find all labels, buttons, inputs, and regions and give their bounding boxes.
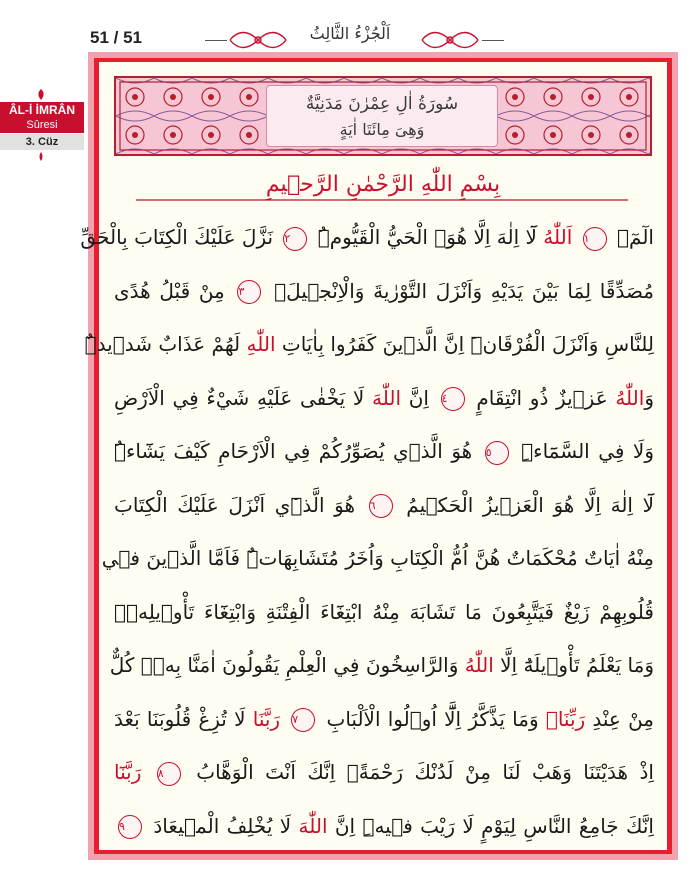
verse-text: قُلُوبِهِمْ زَيْغٌ فَيَتَّبِعُونَ مَا تَشَابَهَ مِنْهُ ابْتِغَٓاءَ الْفِتْنَةِ وَابْتِغَٓاءَ تَأْو۪يلِه۪ۚ: [114, 599, 654, 624]
divine-name-text: اللّٰهُ: [615, 385, 645, 410]
divine-name-text: اَللّٰهُ: [536, 225, 579, 249]
verse-text: مُصَدِّقًا لِمَا بَيْنَ يَدَيْهِ وَاَنْزَلَ التَّوْرٰيةَ وَالْاِنْج۪يلَۙ: [265, 278, 654, 303]
verse-number-marker: ٧: [291, 708, 315, 732]
verse-line: [109, 638, 654, 692]
verse-text: هُوَ الَّذ۪ٓي اَنْزَلَ عَلَيْكَ الْكِتَابَ: [114, 492, 365, 517]
surah-banner: [114, 76, 652, 156]
page-number: 51 / 51: [90, 28, 142, 47]
divine-name-text: اللّٰهُ: [464, 653, 494, 677]
verse-line: [114, 745, 654, 799]
verse-text: هُوَ الَّذ۪ي يُصَوِّرُكُمْ فِي الْاَرْحَامِ كَيْفَ يَشَٓاءُۜ: [114, 439, 481, 463]
verse-text: وَلَا فِي السَّمَٓاءِۜ: [512, 439, 654, 463]
verse-text: اِنَّ: [401, 385, 437, 410]
verse-line: [101, 531, 654, 585]
header-divider-right: [482, 40, 504, 41]
juz-label: 3. Cüz: [0, 134, 84, 150]
verse-line: [114, 692, 654, 746]
verse-number-marker: ٣: [237, 280, 261, 304]
verse-line: [114, 264, 654, 318]
verse-line: [114, 424, 654, 478]
ornament-right-icon: [420, 30, 480, 50]
tulip-icon: [34, 88, 48, 102]
juz-title: اَلْجُزْءُ الثَّالِثُ: [309, 24, 391, 43]
verse-line: [114, 371, 654, 425]
surah-title: سُورَةُ اٰلِ عِمْرٰنَ مَدَنِيَّةٌ: [305, 94, 459, 114]
verse-text: لَا يُخْلِفُ الْم۪يعَادَ: [146, 813, 299, 838]
surah-title-cartouche: [266, 85, 498, 147]
surah-name-label: ÂL-İ İMRÂN: [0, 102, 84, 119]
verse-text: لَهُمْ عَذَابٌ شَد۪يدٌۜ: [84, 332, 247, 356]
surah-word-label: Sûresi: [0, 119, 84, 133]
verse-number-marker: ٤: [441, 387, 465, 411]
verse-line: [114, 799, 654, 853]
verse-number-marker: ٨: [157, 762, 181, 786]
verse-line: [80, 210, 654, 264]
verse-line: [114, 478, 654, 532]
verse-text: لَٓا اِلٰهَ اِلَّا هُوَ الْعَز۪يزُ الْحَك۪يمُ: [396, 492, 655, 517]
verse-text: نَزَّلَ عَلَيْكَ الْكِتَابَ بِالْحَقِّ: [80, 225, 280, 249]
verse-number-marker: ٢: [283, 227, 307, 251]
surah-info: وَهِىَ مِائَتَا اٰيَةٍ: [339, 120, 425, 139]
verse-text: لَا يَخْفٰى عَلَيْهِ شَيْءٌ فِي الْاَرْضِ: [114, 385, 373, 410]
verse-text: عَز۪يزٌ ذُو انْتِقَامٍ: [468, 385, 616, 410]
basmala: بِسْمِ اللّٰهِ الرَّحْمٰنِ الرَّح۪يمِ: [265, 172, 501, 197]
verse-text: مِنْهُ اٰيَاتٌ مُحْكَمَاتٌ هُنَّ اُمُّ الْكِتَابِ وَاُخَرُ مُتَشَابِهَاتٌۜ فَاَمَّا الَّذ۪ينَ ف۪ي: [101, 546, 654, 570]
divine-name-text: اللّٰهَ: [372, 385, 402, 410]
verse-line: [84, 317, 654, 371]
verse-text: لَٓا اِلٰهَ اِلَّا هُوَۙ الْحَيُّ الْقَيُّومُۜ: [311, 225, 537, 249]
divine-name-text: رَبَّنَا: [252, 706, 288, 731]
divine-name-text: رَبِّنَاۚ: [545, 706, 586, 731]
verse-number-marker: ٥: [485, 441, 509, 465]
divine-name-text: اللّٰهِ: [246, 332, 276, 356]
verse-text: اِنَّكَ جَامِعُ النَّاسِ لِيَوْمٍ لَا رَيْبَ ف۪يهِۜ اِنَّ: [327, 813, 654, 838]
verse-text: وَمَا يَذَّكَّرُ اِلَّٓا اُو۬لُوا الْاَلْبَابِ: [319, 706, 546, 731]
verse-text: وَ: [644, 385, 654, 410]
tulip-small-icon: [34, 152, 48, 162]
verse-text: لِلنَّاسِ وَاَنْزَلَ الْفُرْقَانَۜ اِنَّ الَّذ۪ينَ كَفَرُوا بِاٰيَاتِ: [275, 332, 654, 356]
divine-name-text: اللّٰهَ: [298, 813, 328, 838]
header-divider-left: [205, 40, 227, 41]
verse-text: مِنْ عِنْدِ: [585, 706, 655, 731]
page-header: [0, 0, 700, 50]
ornament-left-icon: [228, 30, 288, 50]
verse-text: اِذْ هَدَيْتَنَا وَهَبْ لَنَا مِنْ لَدُنْكَ رَحْمَةًۚ اِنَّكَ اَنْتَ الْوَهَّابُ: [184, 760, 654, 784]
verse-number-marker: ٩: [118, 815, 142, 839]
verse-text: وَمَا يَعْلَمُ تَأْو۪يلَهُٓ اِلَّا: [493, 653, 654, 677]
verse-line: [114, 585, 654, 639]
verse-text: مِنْ قَبْلُ هُدًى: [114, 278, 234, 303]
verse-text: لَا تُزِغْ قُلُوبَنَا بَعْدَ: [114, 706, 253, 731]
divine-name-text: رَبَّنَٓا: [114, 760, 153, 784]
verse-text: الٓمٓۚ: [610, 225, 654, 249]
verse-number-marker: ١: [583, 227, 607, 251]
verse-text: وَالرَّاسِخُونَ فِي الْعِلْمِ يَقُولُونَ اٰمَنَّا بِه۪ۙ كُلٌّ: [109, 653, 465, 677]
verse-number-marker: ٦: [369, 494, 393, 518]
